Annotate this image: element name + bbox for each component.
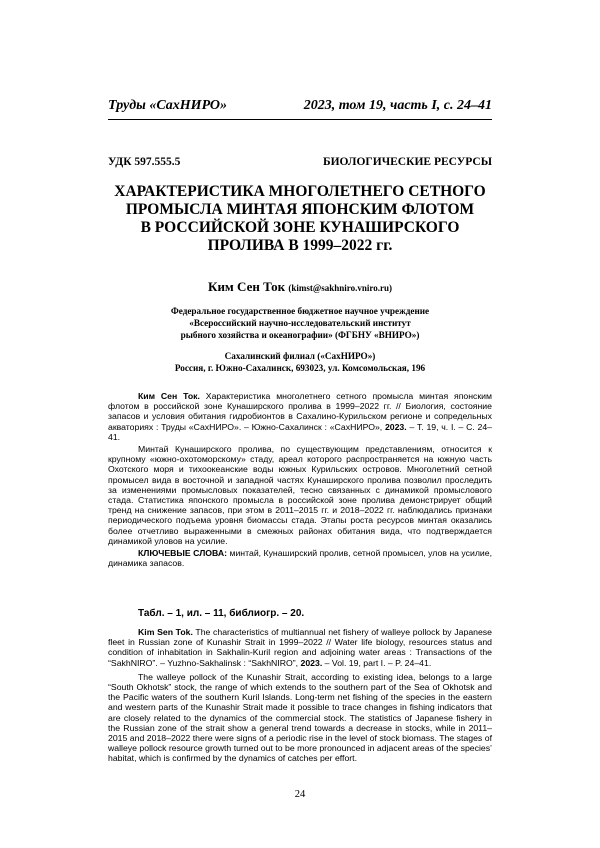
journal-name: Труды «СахНИРО» — [108, 98, 228, 113]
ru-cite-text: Характеристика многолетнего сетного промысла минтая японским флотом в российской зоне Кунаширского пролива в 1999–2022 гг. // Биология, состояние запасов и условия обитания гидробионтов в Сахалино-Курильском регионе и сопредельных акваториях : Труды «СахНИРО». – Южно-Сахалинск : «СахНИРО», — [108, 391, 492, 432]
ru-cite-tail: – Т. 19, ч. I. – С. 24–41. — [108, 421, 492, 442]
affiliation — [108, 306, 492, 341]
title-line: В РОССИЙСКОЙ ЗОНЕ КУНАШИРСКОГО — [140, 219, 460, 236]
citation-info: 2023, том 19, часть I, с. 24–41 — [303, 98, 492, 113]
author-line — [108, 279, 492, 295]
en-cite-tail: – Vol. 19, part I. – P. 24–41. — [322, 657, 432, 668]
en-citation — [108, 627, 492, 668]
affiliation-line: рыбного хозяйства и океанографии» (ФГБНУ «ВНИРО») — [180, 329, 420, 340]
udc-code: УДК 597.555.5 — [108, 156, 181, 168]
section-heading: БИОЛОГИЧЕСКИЕ РЕСУРСЫ — [323, 156, 492, 168]
ru-keywords-label: КЛЮЧЕВЫЕ СЛОВА: — [138, 548, 228, 559]
en-cite-year: 2023. — [300, 657, 323, 668]
ru-cite-year: 2023. — [384, 421, 407, 432]
en-cite-author: Kim Sen Tok. — [138, 627, 193, 637]
classification-row — [108, 156, 492, 168]
ru-cite-author: Ким Сен Ток. — [138, 391, 200, 401]
title-line: ПРОЛИВА В 1999–2022 гг. — [207, 237, 393, 254]
page-number: 24 — [294, 789, 306, 800]
branch-address — [108, 351, 492, 375]
running-header — [108, 98, 492, 114]
branch-line: Сахалинский филиал («СахНИРО») — [224, 351, 376, 361]
ru-citation — [108, 391, 492, 442]
affiliation-line: «Всероссийский научно-исследовательский институт — [189, 317, 411, 328]
author-name: Ким Сен Ток — [208, 279, 286, 294]
ru-abstract-body: Минтай Кунаширского пролива, по существующим представлениям, относится к крупному «южно-охотоморскому» стаду, ареал которого распространяется на южную часть Охотского моря и тихоокеанские воды южных Курильских островов. Многолетний сетной промысел вида в восточной и западной частях Кунаширского пролива позволил проследить за изменениями промысловых показателей, тесно связанных с динамикой промыслового стада. Статистика японского промысла в российской зоне пролива демонстрирует общий тренд на снижение запасов, при этом в 2011–2015 гг. и 2018–2022 гг. наблюдались признаки периодического подъема уровня биомассы стада. Этапы роста ресурсов минтая оказались более отчетливо выраженными в смежных районах обитания вида, что подтверждается динамикой уловов на усилие. — [108, 444, 492, 546]
ru-keywords — [108, 548, 492, 568]
article-title — [108, 183, 492, 255]
title-line: ПРОМЫСЛА МИНТАЯ ЯПОНСКИМ ФЛОТОМ — [125, 201, 475, 218]
header-rule — [108, 119, 492, 120]
en-cite-text: The characteristics of multiannual net fishery of walleye pollock by Japanese fleet in Russian zone of Kunashir Strait in 1999–2022 // Water life biology, resources status and condition of inhabitation in Sakhalin-Kuril region and adjoining water areas : Transactions of the “SakhNIRO”. – Yuzhno-Sakhalinsk : “SakhNIRO”, — [108, 627, 492, 668]
branch-line: Россия, г. Южно-Сахалинск, 693023, ул. Комсомольская, 196 — [174, 362, 426, 373]
affiliation-line: Федеральное государственное бюджетное научное учреждение — [170, 306, 430, 316]
author-email[interactable]: (kimst@sakhniro.vniro.ru) — [288, 283, 392, 293]
en-abstract-body: The walleye pollock of the Kunashir Strait, according to existing idea, belongs to a large “South Okhotsk” stock, the range of which extends to the southern part of the Sea of Okhotsk and the Pacific waters of the southern Kuril Islands. Long-term net fishing of the species in the eastern and western parts of the Kunashir Strait made it possible to trace changes in fishing indicators that are closely related to the dynamics of the commercial stock. The statistics of Japanese fishery in the Russian zone of the strait show a general trend towards a decrease in stocks, while in 2011–2015 and 2018–2022 there were signs of a periodic rise in the level of stock biomass. The stages of walleye pollock resource growth turned out to be more pronounced in adjacent areas of the species’ habitat, which is confirmed by the dynamics of catches per effort. — [108, 671, 492, 764]
tables-figures-count: Табл. – 1, ил. – 11, библиогр. – 20. — [138, 608, 305, 619]
title-line: ХАРАКТЕРИСТИКА МНОГОЛЕТНЕГО СЕТНОГО — [114, 183, 486, 200]
english-abstract — [108, 627, 492, 768]
russian-abstract — [108, 391, 492, 570]
ru-keywords-list: минтай, Кунаширский пролив, сетной промысел, улов на усилие, динамика запасов. — [108, 548, 493, 569]
